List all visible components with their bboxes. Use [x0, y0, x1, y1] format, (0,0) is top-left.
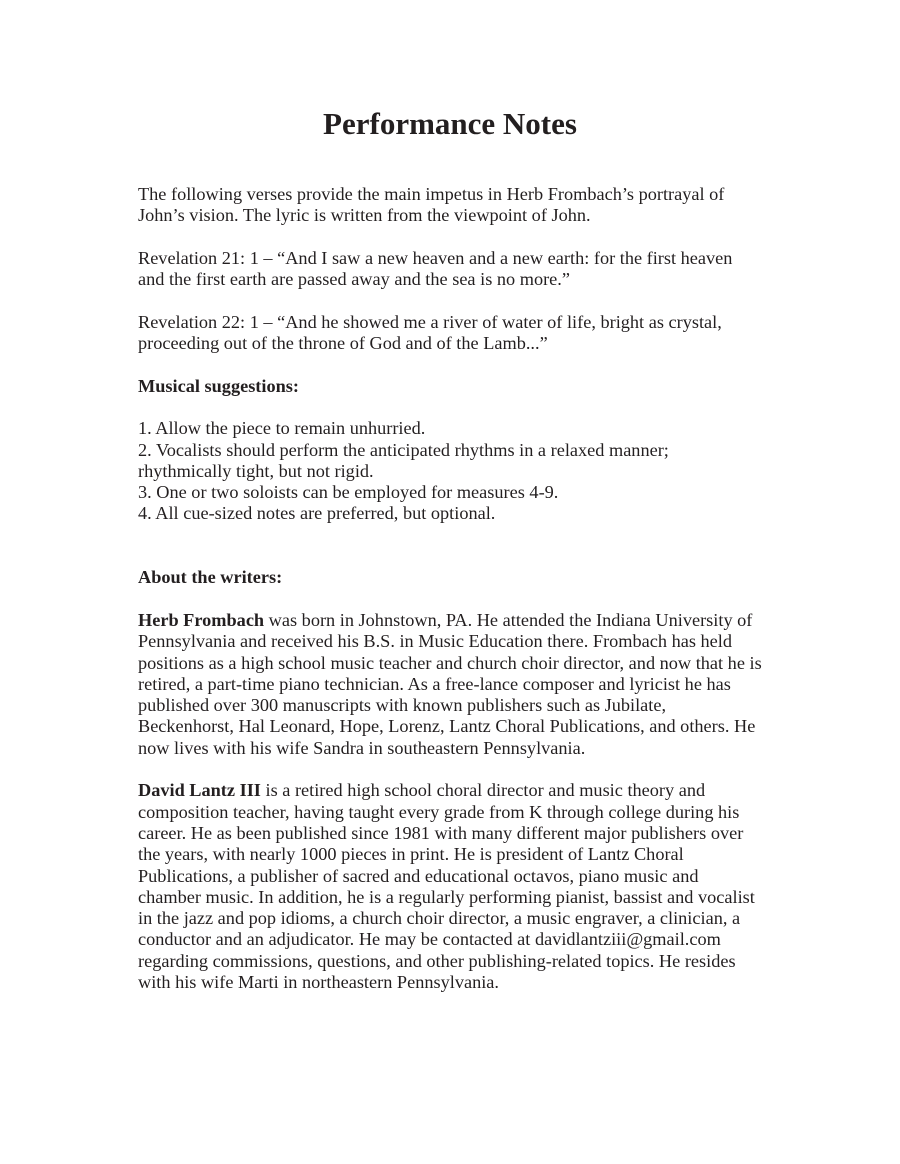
- text-line: [138, 610, 778, 631]
- text-line: Pennsylvania and received his B.S. in Music Education there. Frombach has held: [138, 631, 733, 652]
- bio-text: is a retired high school choral director and music theory and: [260, 780, 706, 801]
- text-line: now lives with his wife Sandra in southeastern Pennsylvania.: [138, 737, 586, 758]
- text-line: Beckenhorst, Hal Leonard, Hope, Lorenz, Lantz Choral Publications, and others. He: [138, 716, 756, 737]
- text-line: with his wife Marti in northeastern Pennsylvania.: [138, 971, 499, 992]
- about-writers-heading: About the writers:: [138, 567, 283, 588]
- text-line: retired, a part-time piano technician. As a free-lance composer and lyricist he has: [138, 673, 731, 694]
- text-line: [138, 780, 778, 801]
- bio-herb-frombach: [138, 610, 778, 759]
- text-line: and the first earth are passed away and the sea is no more.”: [138, 269, 570, 290]
- text-line: Revelation 21: 1 – “And I saw a new heaven and a new earth: for the first heaven: [138, 247, 733, 268]
- musical-suggestions-list: [138, 418, 778, 524]
- text-line: regarding commissions, questions, and other publishing-related topics. He resides: [138, 950, 736, 971]
- list-item: 2. Vocalists should perform the anticipated rhythms in a relaxed manner;: [138, 439, 669, 460]
- writer-name: David Lantz III: [138, 780, 261, 801]
- text-line: composition teacher, having taught every grade from K through college during his: [138, 801, 740, 822]
- bio-text: was born in Johnstown, PA. He attended the Indiana University of: [264, 609, 753, 630]
- verse-revelation-21: [138, 248, 778, 291]
- document-body: [138, 184, 778, 993]
- text-line: chamber music. In addition, he is a regularly performing pianist, bassist and vocalist: [138, 886, 755, 907]
- text-line: the years, with nearly 1000 pieces in print. He is president of Lantz Choral: [138, 844, 684, 865]
- text-line: Revelation 22: 1 – “And he showed me a river of water of life, bright as crystal,: [138, 311, 722, 332]
- text-line: Publications, a publisher of sacred and educational octavos, piano music and: [138, 865, 699, 886]
- bio-david-lantz: [138, 780, 778, 993]
- list-item: rhythmically tight, but not rigid.: [138, 460, 374, 481]
- text-line: career. He as been published since 1981 with many different major publishers over: [138, 822, 744, 843]
- text-line: John’s vision. The lyric is written from the viewpoint of John.: [138, 205, 591, 226]
- list-item: 1. Allow the piece to remain unhurried.: [138, 418, 426, 439]
- text-line: conductor and an adjudicator. He may be contacted at davidlantziii@gmail.com: [138, 929, 721, 950]
- musical-suggestions-heading: Musical suggestions:: [138, 375, 299, 396]
- text-line: The following verses provide the main impetus in Herb Frombach’s portrayal of: [138, 184, 725, 204]
- intro-paragraph: [138, 184, 778, 227]
- writer-name: Herb Frombach: [138, 609, 265, 630]
- verse-revelation-22: [138, 312, 778, 355]
- page-title: Performance Notes: [323, 106, 577, 141]
- text-line: in the jazz and pop idioms, a church choir director, a music engraver, a clinician, a: [138, 908, 741, 929]
- text-line: proceeding out of the throne of God and of the Lamb...”: [138, 333, 548, 354]
- list-item: 3. One or two soloists can be employed for measures 4-9.: [138, 482, 559, 503]
- text-line: published over 300 manuscripts with known publishers such as Jubilate,: [138, 695, 667, 716]
- list-item: 4. All cue-sized notes are preferred, but optional.: [138, 503, 496, 524]
- text-line: positions as a high school music teacher and church choir director, and now that he is: [138, 652, 762, 673]
